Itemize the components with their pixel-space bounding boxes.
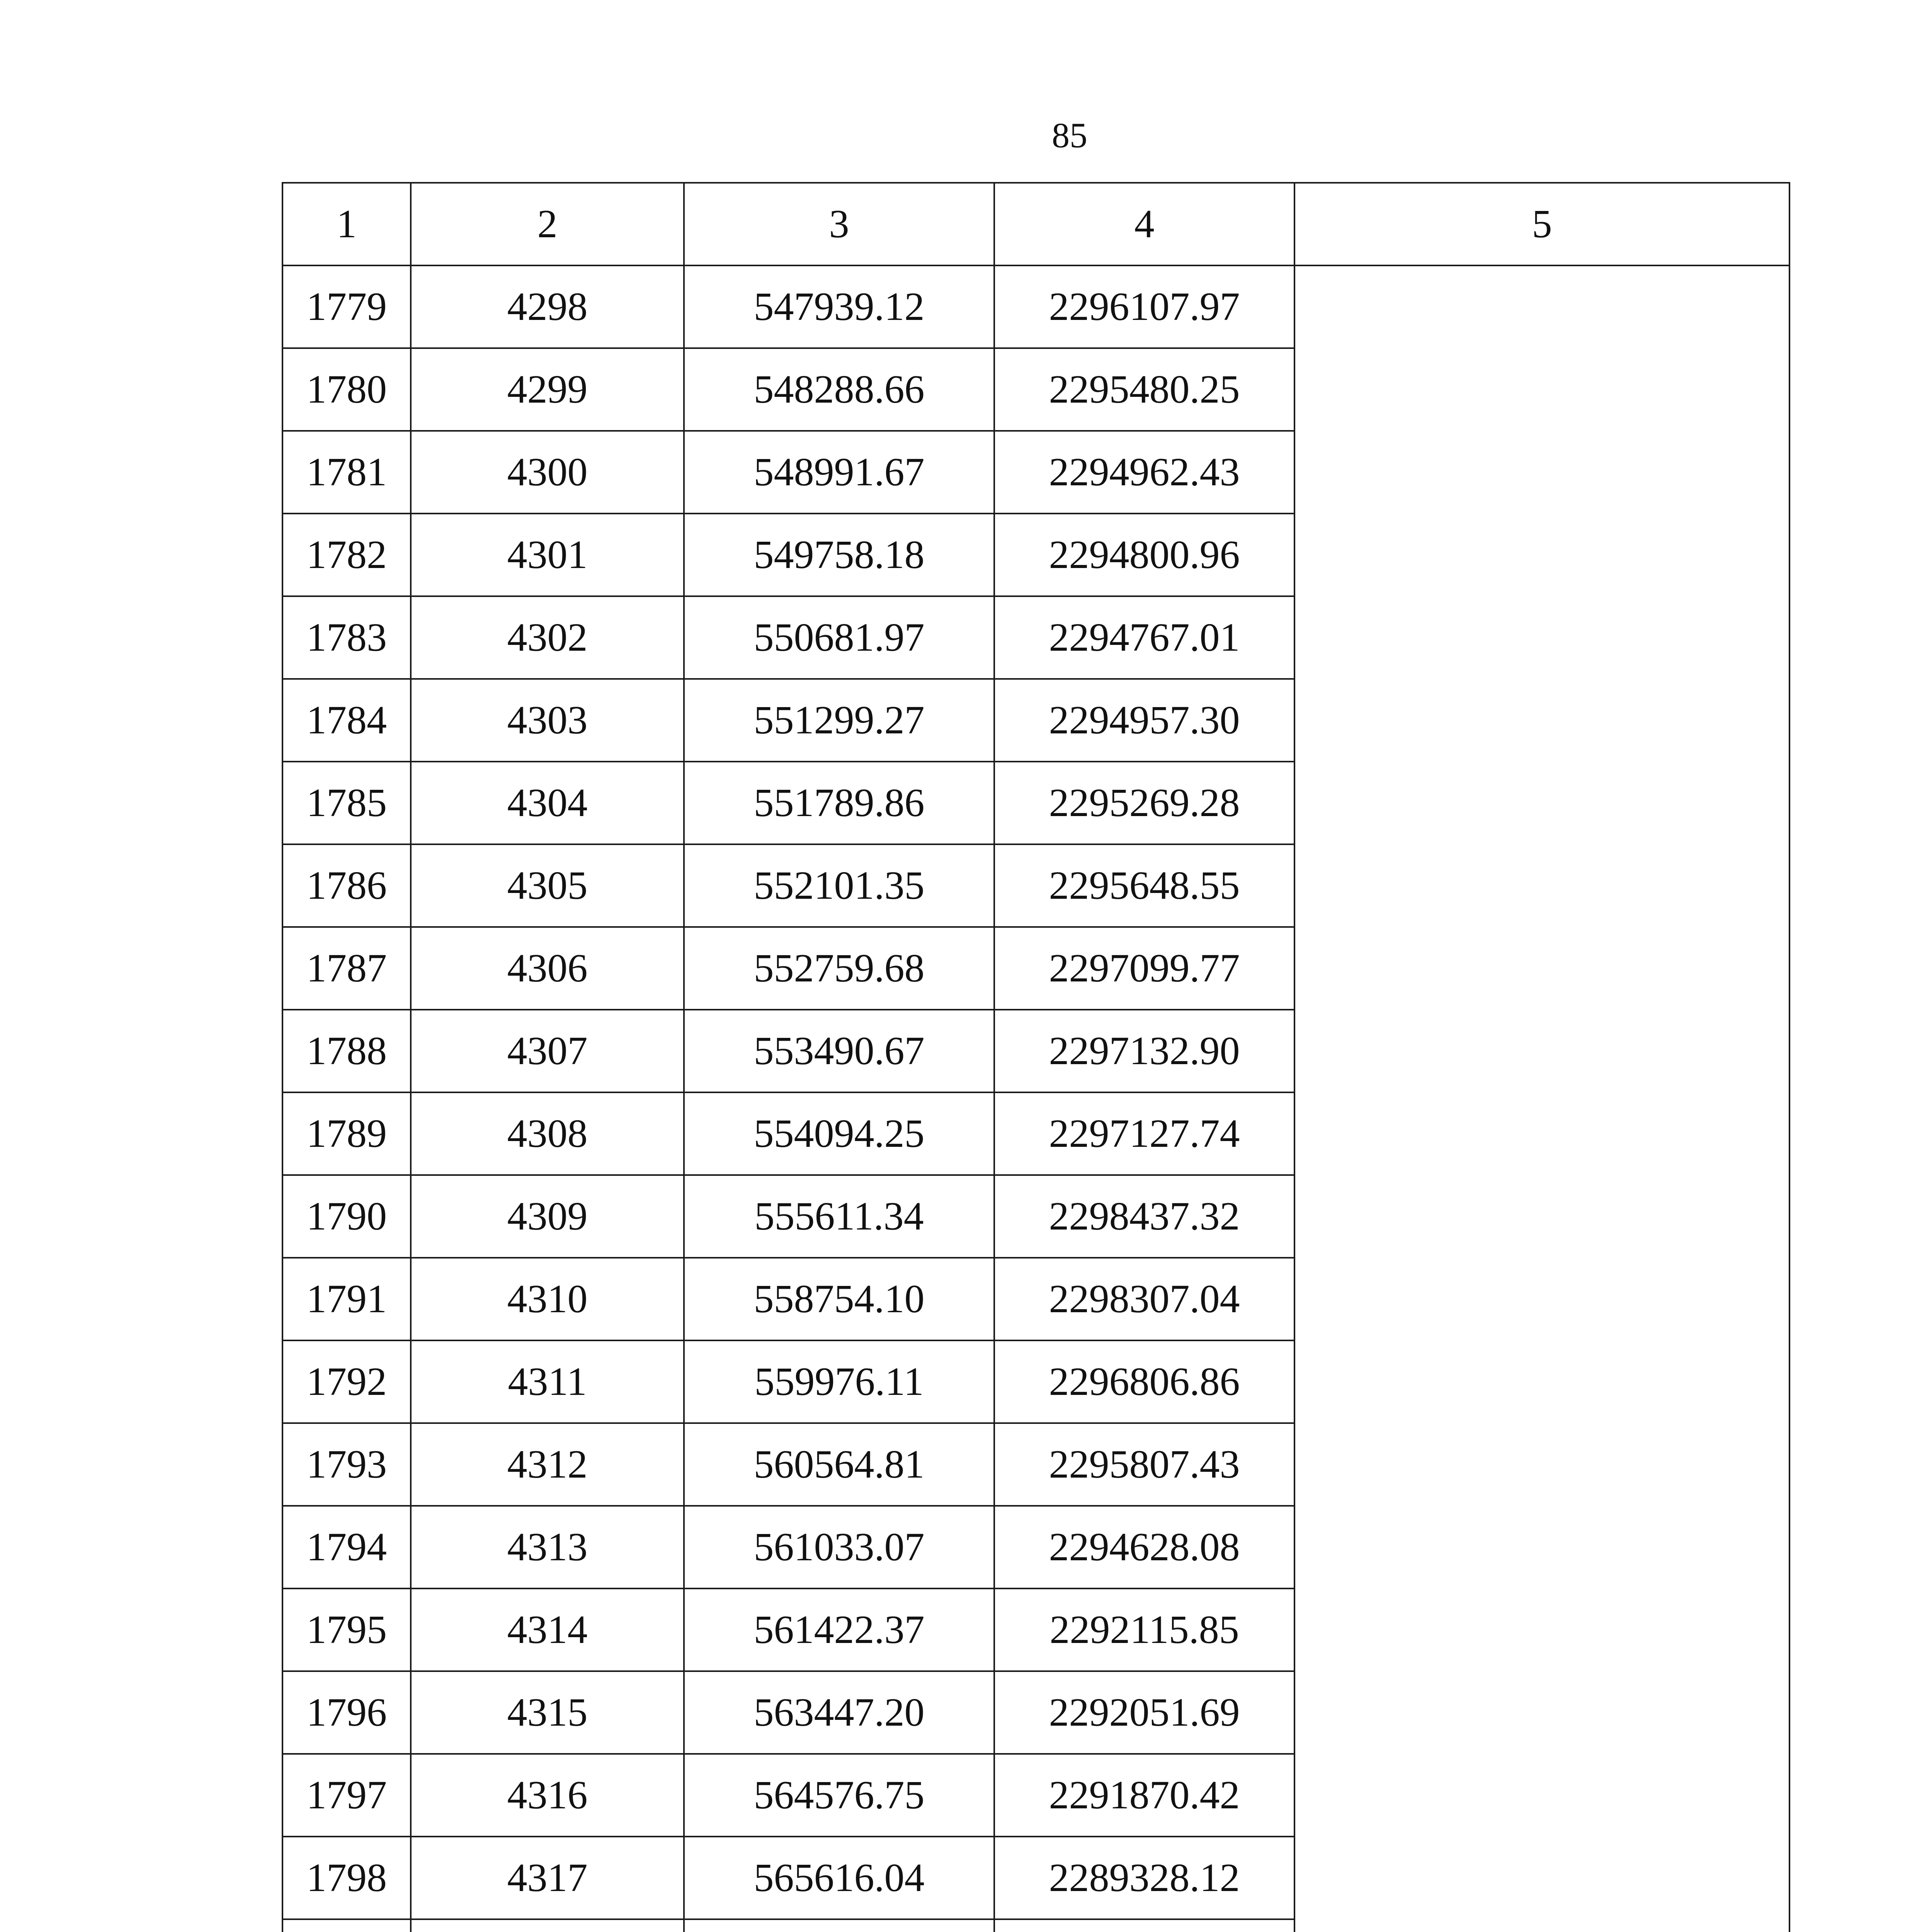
id-cell: 4304 [411,762,684,844]
id-cell: 4300 [411,431,684,514]
point-number-cell: 1788 [282,1010,411,1092]
x-coordinate-cell [684,1919,994,1932]
id-cell: 4310 [411,1258,684,1340]
point-number-cell: 1785 [282,762,411,844]
x-coordinate-cell: 558754.10 [684,1258,994,1340]
x-coordinate-cell: 565616.04 [684,1837,994,1919]
point-number-cell: 1782 [282,514,411,596]
x-coordinate-cell: 561422.37 [684,1588,994,1671]
y-coordinate-cell: 2294800.96 [994,514,1294,596]
x-coordinate-cell: 561033.07 [684,1506,994,1588]
id-cell: 4314 [411,1588,684,1671]
x-coordinate-cell: 550681.97 [684,596,994,679]
id-cell: 4303 [411,679,684,762]
id-cell: 4311 [411,1340,684,1423]
point-number-cell [282,1919,411,1932]
point-number-cell: 1783 [282,596,411,679]
id-cell: 4317 [411,1837,684,1919]
x-coordinate-cell: 559976.11 [684,1340,994,1423]
id-cell [411,1919,684,1932]
point-number-cell: 1789 [282,1092,411,1175]
point-number-cell: 1791 [282,1258,411,1340]
y-coordinate-cell [994,1919,1294,1932]
y-coordinate-cell: 2291870.42 [994,1754,1294,1837]
y-coordinate-cell: 2295807.43 [994,1423,1294,1506]
header-row [282,183,1789,265]
header-cell-1: 1 [282,183,411,265]
header-cell-2: 2 [411,183,684,265]
table-header [282,183,1789,265]
x-coordinate-cell: 552759.68 [684,927,994,1010]
id-cell: 4302 [411,596,684,679]
y-coordinate-cell: 2298307.04 [994,1258,1294,1340]
point-number-cell: 1784 [282,679,411,762]
point-number-cell: 1795 [282,1588,411,1671]
y-coordinate-cell: 2294962.43 [994,431,1294,514]
id-cell: 4299 [411,348,684,431]
x-coordinate-cell: 563447.20 [684,1671,994,1754]
id-cell: 4305 [411,844,684,927]
point-number-cell: 1793 [282,1423,411,1506]
table-body [282,265,1789,1932]
point-number-cell: 1786 [282,844,411,927]
coordinates-table [282,182,1790,1932]
y-coordinate-cell: 2294628.08 [994,1506,1294,1588]
point-number-cell: 1798 [282,1837,411,1919]
y-coordinate-cell: 2294957.30 [994,679,1294,762]
id-cell: 4316 [411,1754,684,1837]
y-coordinate-cell: 2297132.90 [994,1010,1294,1092]
header-cell-4: 4 [994,183,1294,265]
y-coordinate-cell: 2298437.32 [994,1175,1294,1258]
x-coordinate-cell: 549758.18 [684,514,994,596]
id-cell: 4298 [411,265,684,348]
y-coordinate-cell: 2292115.85 [994,1588,1294,1671]
y-coordinate-cell: 2297099.77 [994,927,1294,1010]
header-cell-5: 5 [1294,183,1789,265]
id-cell: 4315 [411,1671,684,1754]
x-coordinate-cell: 552101.35 [684,844,994,927]
id-cell: 4309 [411,1175,684,1258]
x-coordinate-cell: 555611.34 [684,1175,994,1258]
y-coordinate-cell: 2297127.74 [994,1092,1294,1175]
x-coordinate-cell: 564576.75 [684,1754,994,1837]
x-coordinate-cell: 547939.12 [684,265,994,348]
y-coordinate-cell: 2295269.28 [994,762,1294,844]
id-cell: 4308 [411,1092,684,1175]
x-coordinate-cell: 551789.86 [684,762,994,844]
y-coordinate-cell: 2296806.86 [994,1340,1294,1423]
x-coordinate-cell: 560564.81 [684,1423,994,1506]
point-number-cell: 1792 [282,1340,411,1423]
header-cell-3: 3 [684,183,994,265]
x-coordinate-cell: 551299.27 [684,679,994,762]
y-coordinate-cell: 2296107.97 [994,265,1294,348]
id-cell: 4307 [411,1010,684,1092]
x-coordinate-cell: 548991.67 [684,431,994,514]
id-cell: 4313 [411,1506,684,1588]
x-coordinate-cell: 553490.67 [684,1010,994,1092]
point-number-cell: 1797 [282,1754,411,1837]
x-coordinate-cell: 548288.66 [684,348,994,431]
page-number: 85 [1052,116,1087,155]
point-number-cell: 1780 [282,348,411,431]
x-coordinate-cell: 554094.25 [684,1092,994,1175]
id-cell: 4301 [411,514,684,596]
y-coordinate-cell: 2295480.25 [994,348,1294,431]
y-coordinate-cell: 2292051.69 [994,1671,1294,1754]
y-coordinate-cell: 2294767.01 [994,596,1294,679]
y-coordinate-cell: 2295648.55 [994,844,1294,927]
point-number-cell: 1796 [282,1671,411,1754]
column-5-merged-cell [1294,265,1789,1932]
point-number-cell: 1790 [282,1175,411,1258]
id-cell: 4306 [411,927,684,1010]
table-row [282,265,1789,348]
point-number-cell: 1794 [282,1506,411,1588]
id-cell: 4312 [411,1423,684,1506]
point-number-cell: 1779 [282,265,411,348]
y-coordinate-cell: 2289328.12 [994,1837,1294,1919]
point-number-cell: 1787 [282,927,411,1010]
point-number-cell: 1781 [282,431,411,514]
